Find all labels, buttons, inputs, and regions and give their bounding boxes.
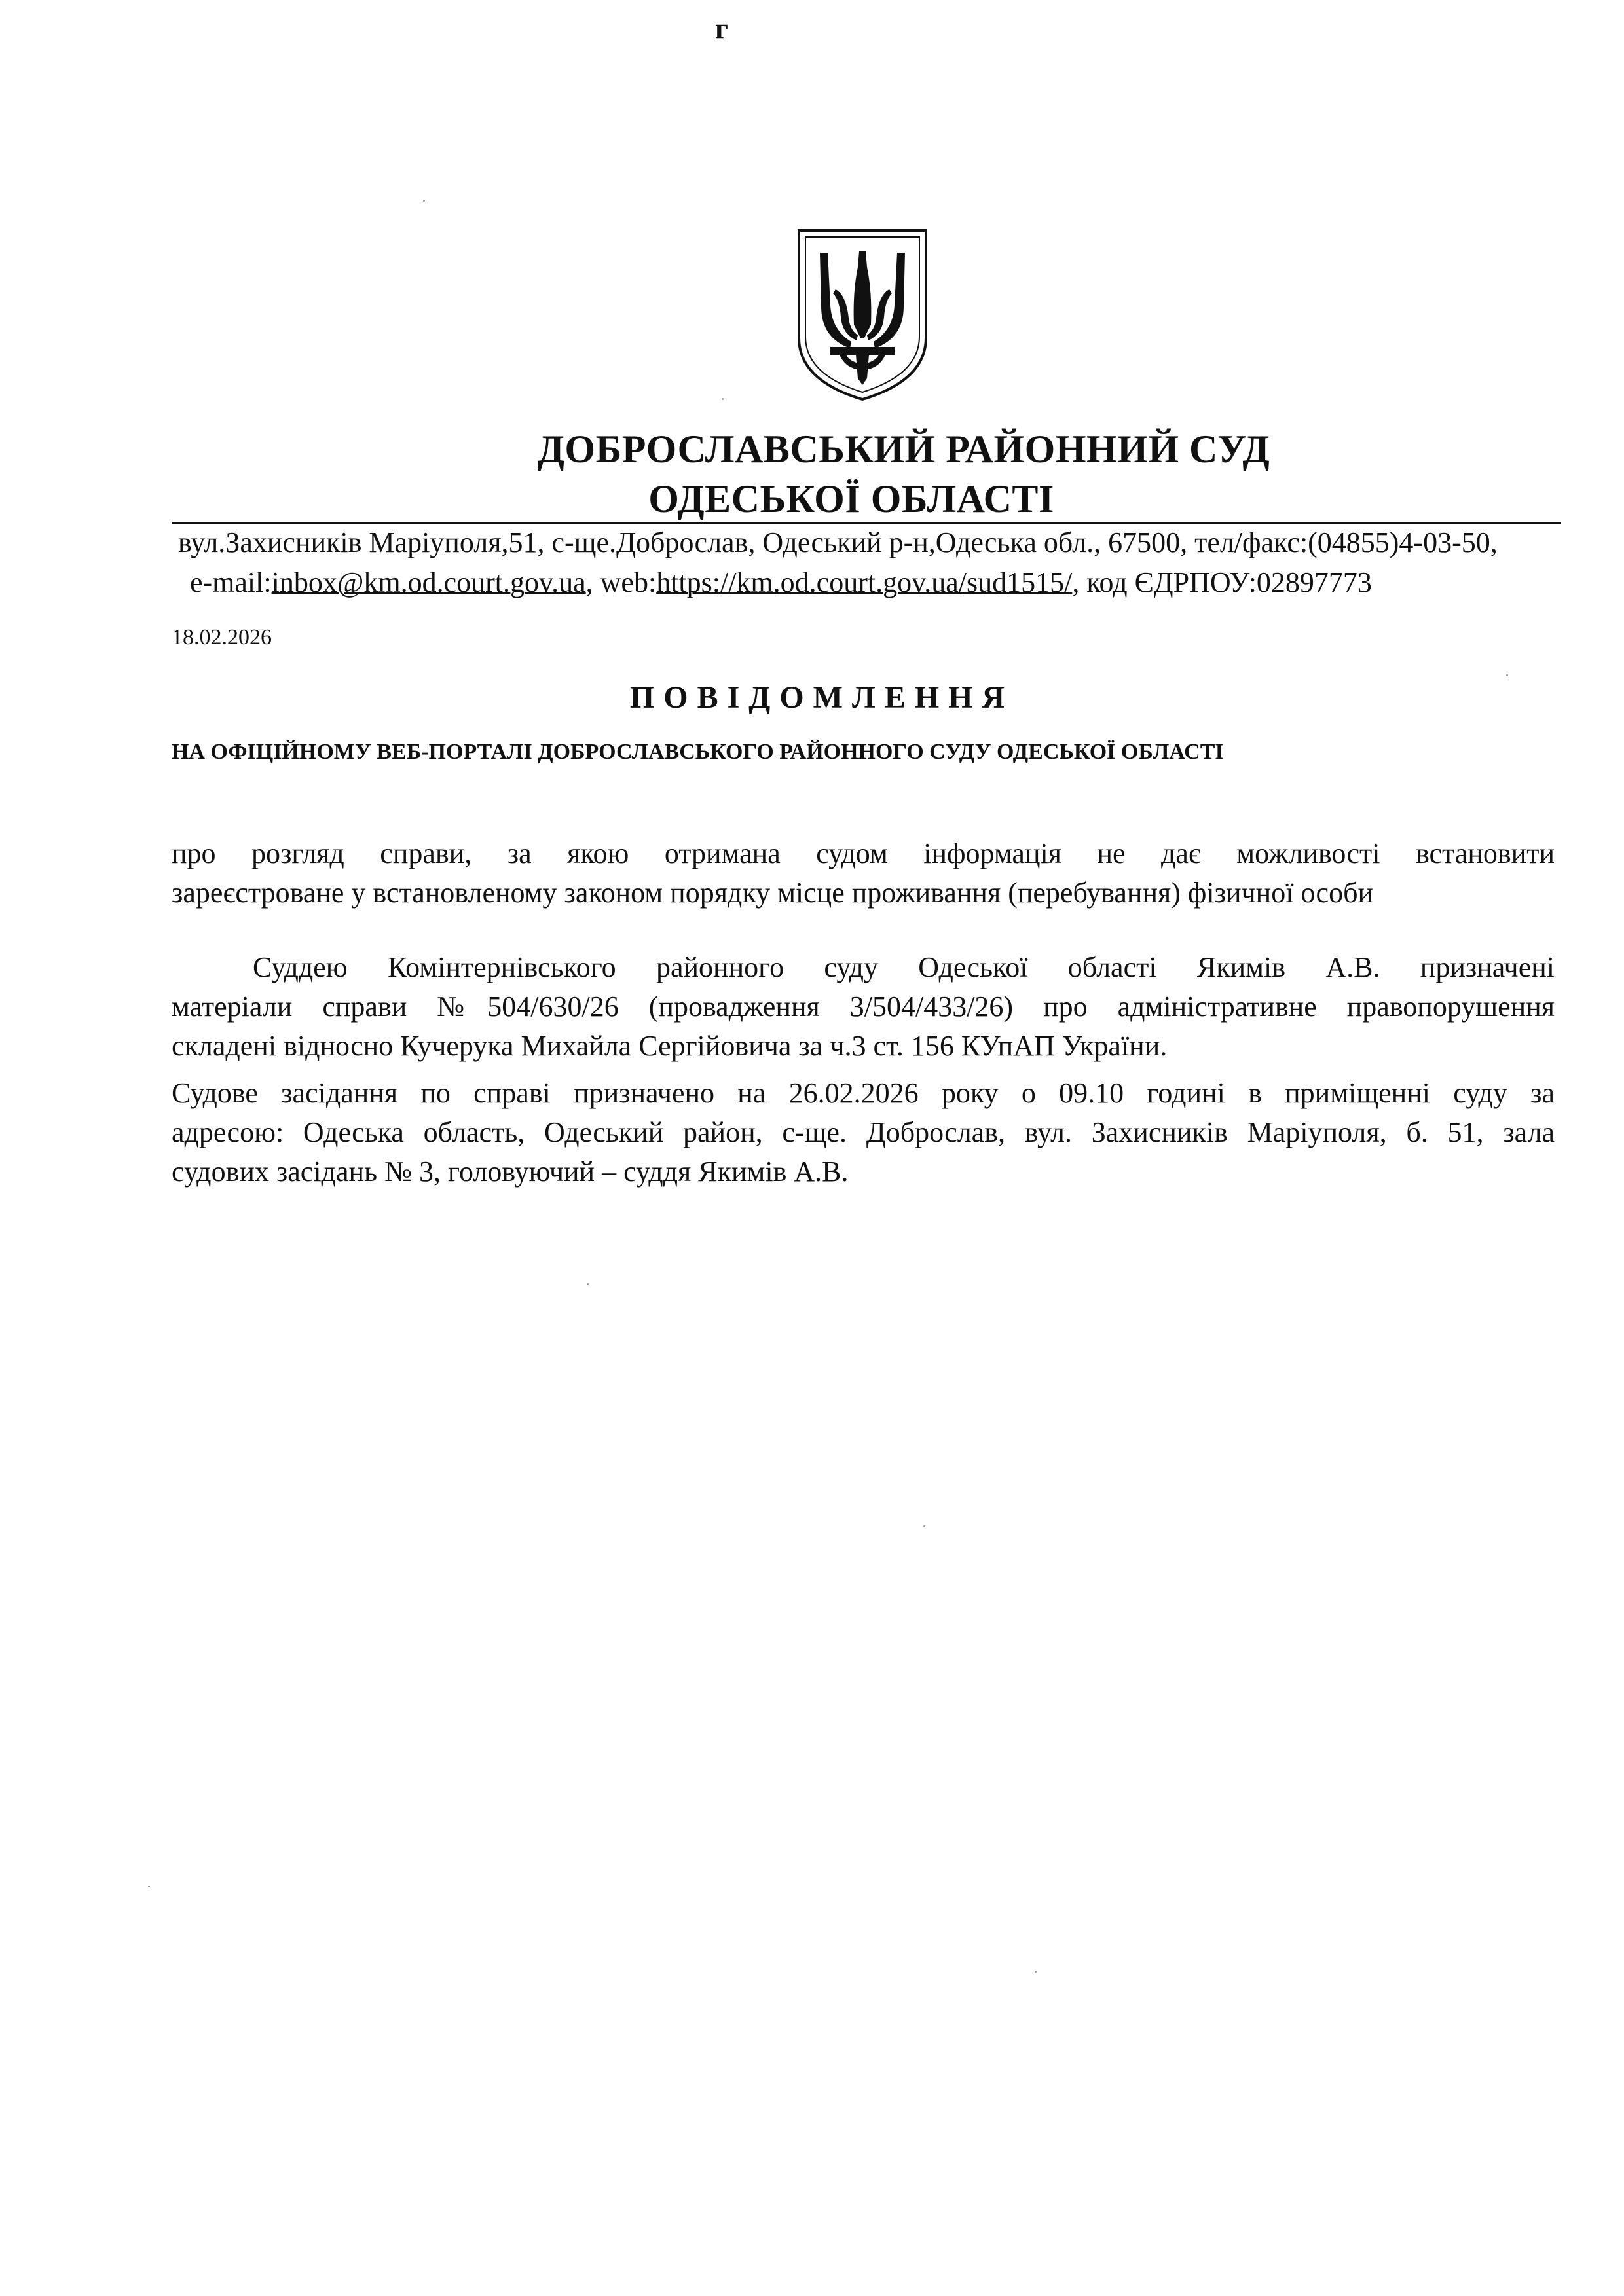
paragraph-line: про розгляд справи, за якою отримана судом інформація не дає можливості встановити — [172, 837, 1555, 869]
paragraph-line: Судове засідання по справі призначено на 26.02.2026 року о 09.10 годині в приміщенні суду за — [172, 1077, 1555, 1109]
scan-speck — [587, 1283, 589, 1285]
scan-speck — [1035, 1971, 1037, 1973]
email-link[interactable]: inbox@km.od.court.gov.ua — [271, 566, 586, 598]
court-contacts — [190, 566, 1372, 599]
document-date: 18.02.2026 — [172, 625, 272, 649]
paragraph-line: судових засідань № 3, головуючий – суддя Якимів А.В. — [172, 1156, 849, 1188]
document-subheading: НА ОФІЦІЙНОМУ ВЕБ-ПОРТАЛІ ДОБРОСЛАВСЬКОГО РАЙОННОГО СУДУ ОДЕСЬКОЇ ОБЛАСТІ — [172, 740, 1224, 764]
header-divider — [172, 522, 1561, 524]
website-link[interactable]: https://km.od.court.gov.ua/sud1515/ — [656, 566, 1073, 598]
paragraph-line: матеріали справи №504/630/26 (провадження 3/504/433/26) про адміністративне правопорушення — [172, 991, 1555, 1023]
scan-speck — [148, 1886, 150, 1887]
court-name-line1: ДОБРОСЛАВСЬКИЙ РАЙОННИЙ СУД — [537, 428, 1270, 471]
scan-speck — [923, 1525, 925, 1527]
scan-speck — [1506, 674, 1508, 676]
scan-mark: г — [715, 12, 728, 45]
court-address: вул.Захисників Маріуполя,51, с-ще.Доброслав, Одеський р-н,Одеська обл., 67500, тел/факс:(04855)4-03-50, — [178, 526, 1498, 558]
paragraph-line: адресою: Одеська область, Одеський район, с-ще. Доброслав, вул. Захисників Маріуполя, б. 51, зала — [172, 1116, 1555, 1148]
paragraph-line: Суддею Комінтернівського районного суду Одеської області Якимів А.В. призначені — [253, 951, 1555, 983]
coat-of-arms-trident-icon — [794, 227, 931, 403]
paragraph-subject — [172, 834, 1555, 913]
paragraph-case-assignment — [172, 948, 1555, 1066]
paragraph-line: складені відносно Кучерука Михайла Сергійовича за ч.3 ст. 156 КУпАП України. — [172, 1030, 1168, 1062]
edrpou-code: , код ЄДРПОУ:02897773 — [1072, 566, 1372, 598]
paragraph-hearing-details — [172, 1074, 1555, 1192]
web-label: , web: — [585, 566, 657, 598]
scan-speck — [722, 398, 724, 400]
scan-speck — [423, 200, 425, 202]
paragraph-line: зареєстроване у встановленому законом порядку місце проживання (перебування) фізичної особи — [172, 877, 1374, 909]
document-heading: ПОВІДОМЛЕННЯ — [629, 680, 1014, 715]
email-label: e-mail: — [190, 566, 272, 598]
court-name-line2: ОДЕСЬКОЇ ОБЛАСТІ — [648, 477, 1054, 520]
